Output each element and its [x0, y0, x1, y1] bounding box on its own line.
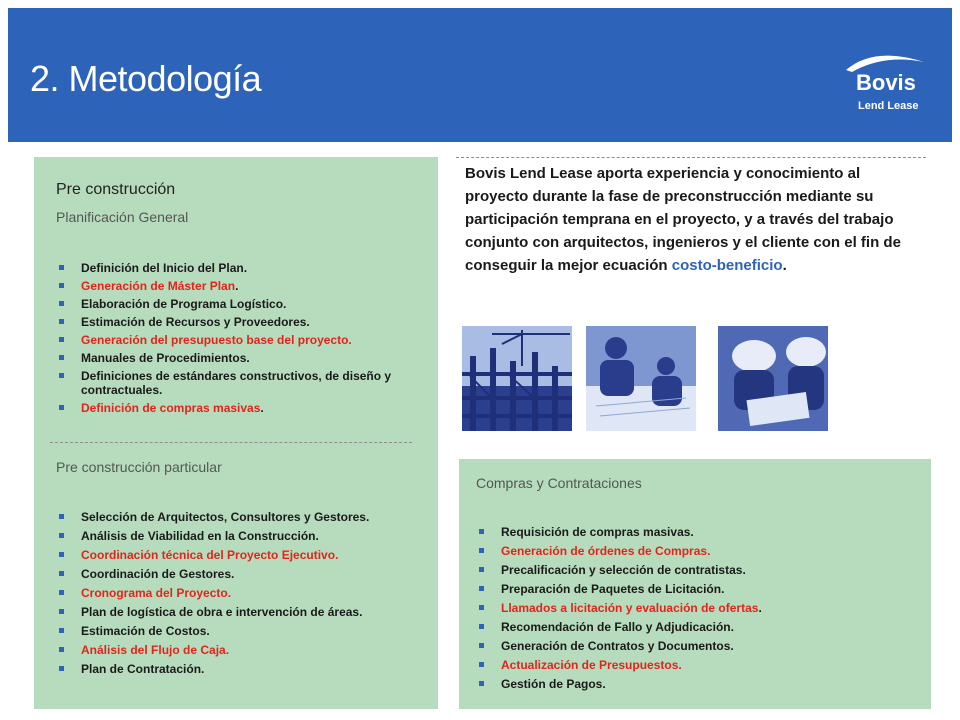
list-item: Precalificación y selección de contratistas.	[476, 563, 916, 577]
bullet-square-icon	[59, 405, 64, 410]
list-item: Plan de Contratación.	[56, 662, 426, 676]
bullet-square-icon	[59, 301, 64, 306]
logo-brand: Bovis	[856, 70, 916, 95]
general-planning-subtitle: Planificación General	[56, 209, 189, 225]
list-item: Elaboración de Programa Logístico.	[56, 297, 426, 311]
bullet-square-icon	[59, 355, 64, 360]
bovis-logo	[840, 50, 928, 122]
bullet-square-icon	[479, 548, 484, 553]
list-item: Generación de Máster Plan.	[56, 279, 426, 293]
particular-preconstruction-list	[56, 510, 426, 676]
bullet-square-icon	[59, 514, 64, 519]
list-item: Recomendación de Fallo y Adjudicación.	[476, 620, 916, 634]
list-item: Definición del Inicio del Plan.	[56, 261, 426, 275]
bullet-square-icon	[59, 373, 64, 378]
bullet-square-icon	[59, 319, 64, 324]
list-item: Cronograma del Proyecto.	[56, 586, 426, 600]
bullet-square-icon	[59, 647, 64, 652]
engineers-meeting-photo	[586, 326, 696, 431]
list-item: Coordinación de Gestores.	[56, 567, 426, 581]
bullet-square-icon	[479, 681, 484, 686]
bullet-square-icon	[59, 571, 64, 576]
list-item: Actualización de Presupuestos.	[476, 658, 916, 672]
bullet-square-icon	[479, 624, 484, 629]
preconstruction-panel	[34, 157, 438, 709]
list-item: Selección de Arquitectos, Consultores y Gestores.	[56, 510, 426, 524]
intro-paragraph: Bovis Lend Lease aporta experiencia y conocimiento al proyecto durante la fase de preconstrucción mediante su participación temprana en el proyecto, y a través del trabajo conjunto con arquitectos, ingenieros y el cliente con el fin de conseguir la mejor ecuación costo-beneficio.	[465, 165, 901, 274]
list-item: Preparación de Paquetes de Licitación.	[476, 582, 916, 596]
list-item: Plan de logística de obra e intervención de áreas.	[56, 605, 426, 619]
bullet-square-icon	[479, 529, 484, 534]
list-item: Definiciones de estándares constructivos, de diseño y contractuales.	[56, 369, 426, 397]
list-item: Análisis de Viabilidad en la Construcción.	[56, 529, 426, 543]
bullet-square-icon	[479, 586, 484, 591]
bullet-square-icon	[479, 605, 484, 610]
bullet-square-icon	[59, 552, 64, 557]
particular-preconstruction-title: Pre construcción particular	[56, 459, 222, 475]
list-item: Definición de compras masivas.	[56, 401, 426, 415]
bullet-square-icon	[59, 283, 64, 288]
preconstruction-title: Pre construcción	[56, 181, 176, 198]
construction-site-photo	[462, 326, 572, 431]
bullet-square-icon	[59, 533, 64, 538]
bullet-square-icon	[59, 590, 64, 595]
bullet-square-icon	[59, 337, 64, 342]
list-item: Generación de órdenes de Compras.	[476, 544, 916, 558]
procurement-list	[476, 525, 916, 691]
list-item: Generación de Contratos y Documentos.	[476, 639, 916, 653]
list-item: Estimación de Costos.	[56, 624, 426, 638]
procurement-title: Compras y Contrataciones	[476, 475, 642, 491]
list-item: Gestión de Pagos.	[476, 677, 916, 691]
bullet-square-icon	[59, 666, 64, 671]
list-item: Análisis del Flujo de Caja.	[56, 643, 426, 657]
list-item: Estimación de Recursos y Proveedores.	[56, 315, 426, 329]
list-item: Generación del presupuesto base del proyecto.	[56, 333, 426, 347]
bullet-square-icon	[479, 662, 484, 667]
bullet-square-icon	[479, 643, 484, 648]
hardhat-workers-photo	[718, 326, 828, 431]
procurement-panel	[459, 459, 931, 709]
intro-top-divider	[456, 157, 926, 158]
bullet-square-icon	[59, 609, 64, 614]
page-title: 2. Metodología	[30, 58, 262, 99]
list-item: Manuales de Procedimientos.	[56, 351, 426, 365]
list-item: Llamados a licitación y evaluación de ofertas.	[476, 601, 916, 615]
bullet-square-icon	[59, 628, 64, 633]
section-divider	[50, 442, 412, 443]
logo-subtitle: Lend Lease	[858, 100, 919, 112]
header-banner	[8, 8, 952, 142]
bullet-square-icon	[59, 265, 64, 270]
list-item: Requisición de compras masivas.	[476, 525, 916, 539]
bullet-square-icon	[479, 567, 484, 572]
general-planning-list	[56, 261, 426, 415]
logo-arc-icon	[844, 50, 926, 72]
list-item: Coordinación técnica del Proyecto Ejecutivo.	[56, 548, 426, 562]
